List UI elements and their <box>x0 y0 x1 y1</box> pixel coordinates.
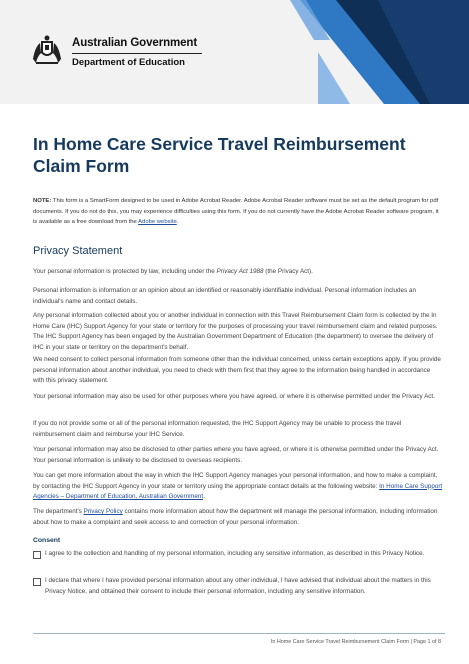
coat-of-arms-icon <box>30 33 64 67</box>
government-name: Australian Government <box>72 37 198 49</box>
smartform-note: NOTE: This form is a SmartForm designed to be used in Adobe Acrobat Reader. Adobe Acrobat Reader software must be set as the default program for pdf documents. If you do not do this, you may experience difficulties using this form. If you do not currently have the Adobe Acrobat Reader software program, it is available as a free download from the Adobe website. <box>33 198 439 226</box>
department-name: Department of Education <box>72 57 185 68</box>
privacy-paragraph-4: We need consent to collect personal information from someone other than the individual concerned, unless certain exceptions apply. If you provide personal information about another individual, you need to check with them first that they agree to the information being handled in accordance with this privacy statement. <box>33 356 441 385</box>
privacy-paragraph-3: Any personal information collected about you or another individual in connection with this Travel Reimbursement Claim form is collected by the In Home Care (IHC) Support Agency for your state or territory for the purposes of processing your travel reimbursement claim and related purposes. The IHC Support Agency has been engaged by the Australian Government Department of Education (the department) to oversee the delivery of IHC in your state or territory on the department's behalf. <box>33 312 438 351</box>
privacy-policy-link[interactable]: Privacy Policy <box>83 508 123 515</box>
consent-heading: Consent <box>33 537 61 544</box>
adobe-website-link[interactable]: Adobe website <box>138 219 177 226</box>
consent-item-collection <box>33 549 445 560</box>
government-logo <box>30 33 202 68</box>
consent-item-declaration <box>33 576 445 597</box>
consent-item-text: I declare that where I have provided personal information about any other individual, I have advised that individual about the matters in this Privacy Notice, and obtained their consent to include their personal information, including any sensitive information. <box>45 577 431 595</box>
privacy-paragraph-7: Your personal information may also be disclosed to other parties where you have agreed, or where it is otherwise permitted under the Privacy Act. Your personal information is unlikely to be disclosed to overseas recipients. <box>33 446 439 464</box>
privacy-paragraph-8: You can get more information about the way in which the IHC Support Agency manages your personal information, and how to make a complaint, by contacting the IHC Support Agency in your state or territory using the appropriate contact details at the following website: In Home Care Support Agencies – Department of Education, Australian Government. <box>33 472 443 501</box>
privacy-paragraph-5: Your personal information may also be used for other purposes where you have agreed, or where it is otherwise permitted under the Privacy Act. <box>33 393 435 400</box>
page-header <box>0 0 469 104</box>
note-text: This form is a SmartForm designed to be used in Adobe Acrobat Reader. Adobe Acrobat Reader software must be set as the default program for pdf documents. If you do not do this, you may experience difficulties using this form. If you do not currently have the Adobe Acrobat Reader software program, it is available as a free download from the <box>33 198 439 226</box>
footer-divider <box>33 633 445 634</box>
consent-checkbox-declaration[interactable] <box>33 578 41 586</box>
privacy-paragraph-1: Your personal information is protected by law, including under the Privacy Act 1988 (the Privacy Act). <box>33 268 313 275</box>
footer-page-info: In Home Care Service Travel Reimbursement Claim Form | Page 1 of 8 <box>270 639 441 645</box>
support-agencies-link[interactable]: In Home Care Support Agencies – Department of Education, Australian Government <box>33 482 443 501</box>
privacy-paragraph-6: If you do not provide some or all of the personal information requested, the IHC Support Agency may be unable to process the travel reimbursement claim and reimburse your IHC Service. <box>33 420 402 438</box>
privacy-paragraph-9: The department's Privacy Policy contains more information about how the department will manage the personal information, including information about how to make a complaint and seek access to and correction of your personal information. <box>33 508 438 526</box>
consent-checkbox-collection[interactable] <box>33 551 41 559</box>
privacy-heading: Privacy Statement <box>33 245 123 257</box>
form-title: In Home Care Service Travel Reimbursement Claim Form <box>33 134 406 176</box>
logo-divider <box>72 53 202 54</box>
note-label: NOTE: <box>33 198 52 204</box>
consent-item-text: I agree to the collection and handling of my personal information, including any sensitive information, as described in this Privacy Notice. <box>45 550 425 557</box>
privacy-paragraph-2: Personal information is information or an opinion about an identified or reasonably identifiable individual. Personal information includes an individual's name and contact details. <box>33 287 416 305</box>
